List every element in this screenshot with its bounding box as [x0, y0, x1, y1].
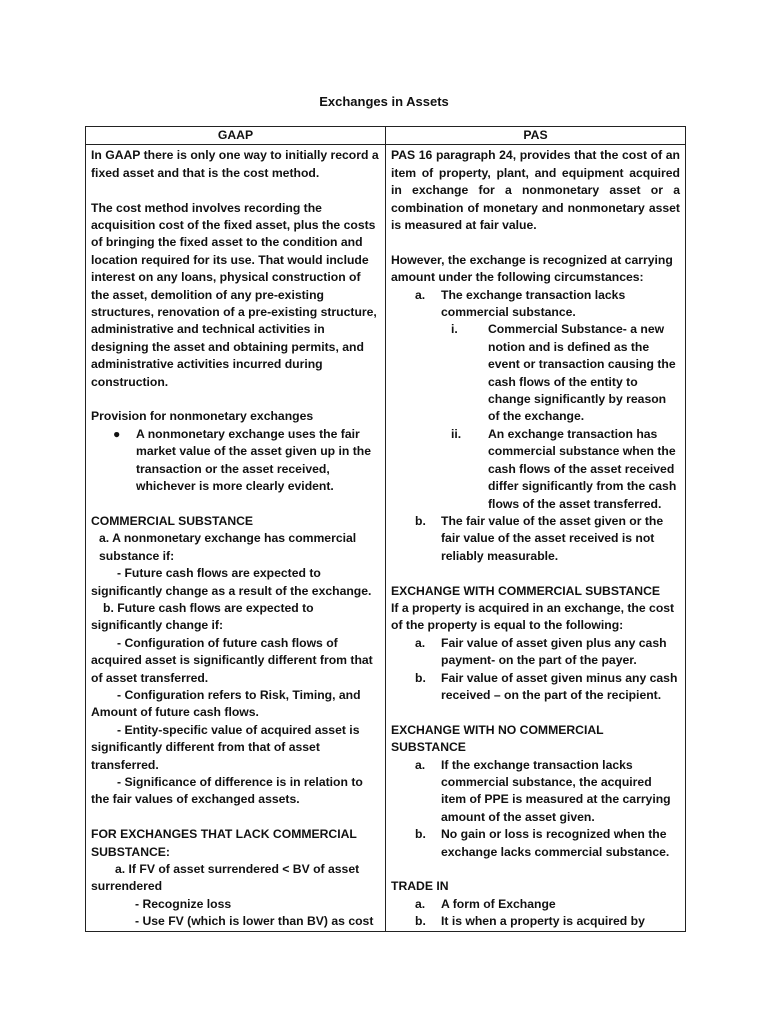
provision-heading: Provision for nonmonetary exchanges — [91, 409, 314, 424]
pas-column — [386, 145, 686, 931]
table-body-row — [86, 145, 686, 931]
list-item-text: The fair value of the asset given or the fair value of the asset received is not reliably measurable. — [441, 513, 664, 563]
list-item-text: Fair value of asset given plus any cash payment- on the part of the payer. — [441, 635, 667, 668]
lack-item-a: a. If FV of asset surrendered < BV of asset surrendered — [91, 862, 360, 894]
bullet-text: A nonmonetary exchange uses the fair market value of the asset given up in the transaction or the asset received, whichever is more clearly evident. — [136, 426, 372, 494]
with-cs-intro: If a property is acquired in an exchange, the cost of the property is equal to the following: — [391, 600, 675, 633]
list-item: b. The fair value of the asset given or the fair value of the asset received is not reliably measurable. — [391, 513, 680, 565]
document-title: Exchanges in Assets — [319, 94, 449, 109]
pas-however: However, the exchange is recognized at carrying amount under the following circumstances: — [391, 252, 673, 285]
cs-item-b-sub-4: - Significance of difference is in relation to the fair values of exchanged assets. — [91, 774, 363, 807]
gaap-intro: In GAAP there is only one way to initially record a fixed asset and that is the cost method. — [91, 148, 379, 180]
list-item-text: It is when a property is acquired by — [441, 914, 645, 929]
list-item-text: An exchange transaction has commercial substance when the cash flows of the asset received differ significantly from the cash flows of the asset transferred. — [488, 426, 677, 511]
cs-item-a: a. A nonmonetary exchange has commercial substance if: — [99, 531, 357, 563]
list-item: b. No gain or loss is recognized when the exchange lacks commercial substance. — [391, 826, 680, 861]
list-item-text: Commercial Substance- a new notion and is defined as the event or transaction causing the cash flows of the entity to change significantly by reason of the exchange. — [488, 322, 676, 424]
table-header-row — [86, 127, 686, 145]
cs-item-b-sub-2: - Configuration refers to Risk, Timing, and Amount of future cash flows. — [91, 687, 361, 720]
list-item-text: If the exchange transaction lacks commercial substance, the acquired item of PPE is measured at the carrying amount of the asset given. — [441, 757, 671, 824]
header-gaap: GAAP — [86, 127, 386, 145]
gaap-cost-method: The cost method involves recording the acquisition cost of the fixed asset, plus the costs of bringing the fixed asset to the condition and location required for its use. That would include interest on any loans, physical construction of the asset, demolition of any pre-existing structures, renovation of a pre-existing structure, administrative and technical activities in designing the asset and obtaining permits, and administrative activities incurred during construction. — [91, 200, 377, 389]
lack-item-a-sub-1: - Recognize loss — [135, 896, 232, 911]
pas-intro: PAS 16 paragraph 24, provides that the cost of an item of property, plant, and equipment acquired in exchange for a nonmonetary asset or a combination of monetary and nonmonetary asset is measured at fair value. — [391, 148, 680, 233]
cs-item-a-sub: - Future cash flows are expected to significantly change as a result of the exchange. — [91, 566, 372, 598]
commercial-substance-heading: COMMERCIAL SUBSTANCE — [91, 513, 254, 528]
list-item: a. If the exchange transaction lacks commercial substance, the acquired item of PPE is measured at the carrying amount of the asset given. — [391, 757, 680, 827]
list-item-text: Fair value of asset given minus any cash received – on the part of the recipient. — [441, 670, 678, 702]
bullet-icon: ● — [113, 426, 121, 441]
no-cs-heading: EXCHANGE WITH NO COMMERCIAL SUBSTANCE — [391, 722, 604, 755]
cs-item-b-sub-3: - Entity-specific value of acquired asset is significantly different from that of asset transferred. — [91, 722, 360, 772]
list-item: ii. An exchange transaction has commercial substance when the cash flows of the asset received differ significantly from the cash flows of the asset transferred. — [391, 426, 680, 513]
with-cs-heading: EXCHANGE WITH COMMERCIAL SUBSTANCE — [391, 583, 661, 598]
lack-heading: FOR EXCHANGES THAT LACK COMMERCIAL SUBSTANCE: — [91, 827, 357, 859]
gaap-column — [86, 145, 386, 931]
list-item-text: The exchange transaction lacks commercial substance. — [441, 287, 626, 320]
cs-item-b-sub-1: - Configuration of future cash flows of acquired asset is significantly different from that of asset transferred. — [91, 635, 373, 685]
list-item: a. The exchange transaction lacks commercial substance. — [391, 287, 680, 322]
list-item: a. Fair value of asset given plus any cash payment- on the part of the payer. — [391, 635, 680, 670]
list-item: a. A form of Exchange — [391, 896, 680, 913]
list-item: b. Fair value of asset given minus any cash received – on the part of the recipient. — [391, 670, 680, 705]
list-item: i. Commercial Substance- a new notion and is defined as the event or transaction causing the cash flows of the entity to change significantly by reason of the exchange. — [391, 321, 680, 425]
list-item-text: No gain or loss is recognized when the exchange lacks commercial substance. — [441, 827, 670, 859]
comparison-table — [85, 126, 686, 932]
header-pas: PAS — [386, 127, 686, 145]
cs-item-b: b. Future cash flows are expected to significantly change if: — [91, 600, 314, 633]
lack-item-a-sub-2: - Use FV (which is lower than BV) as cost — [135, 914, 374, 929]
list-item — [91, 426, 380, 496]
trade-in-heading: TRADE IN — [391, 879, 449, 894]
list-item: b. It is when a property is acquired by — [391, 913, 680, 930]
list-item-text: A form of Exchange — [441, 896, 556, 911]
